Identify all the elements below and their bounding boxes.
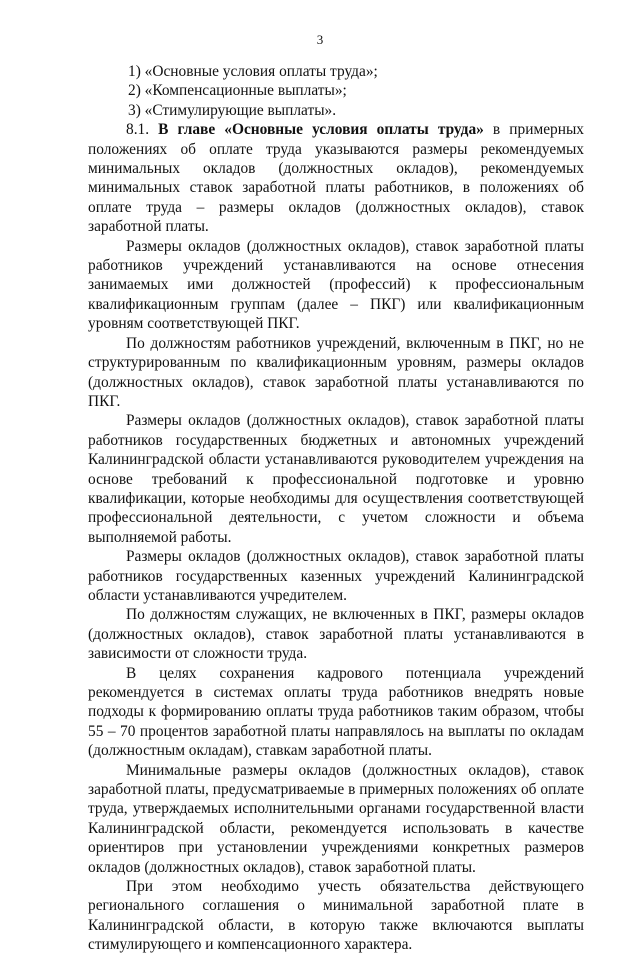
document-body [88,62,584,955]
paragraph: В целях сохранения кадрового потенциала учреждений рекомендуется в системах оплаты труда работников внедрять новые подходы к формированию оплаты труда работников таким образом, чтобы 55 – 70 процентов заработной платы направлялось на выплаты по окладам (должностным окладам), ставкам заработной платы. [88,664,584,760]
paragraph-8-1 [88,120,584,236]
paragraph: При этом необходимо учесть обязательства действующего регионального соглашения о минимальной заработной плате в Калининградской области, в которую также включаются выплаты стимулирующего и компенсационного характера. [88,878,584,954]
paragraph: Минимальные размеры окладов (должностных окладов), ставок заработной платы, предусматриваемые в примерных положениях об оплате труда, утверждаемых исполнительными органами государственной власти Калининградской области, рекомендуется использовать в качестве ориентиров при установлении учреждениями конкретных размеров окладов (должностных окладов), ставок заработной платы. [88,761,584,876]
page-number: 3 [316,32,324,47]
paragraph: По должностям служащих, не включенных в ПКГ, размеры окладов (должностных окладов), ставок заработной платы устанавливаются в зависимости от сложности труда. [88,606,584,663]
clause-number: 8.1. [126,121,159,139]
list-item: 1) «Основные условия оплаты труда»; [128,63,378,80]
list-item: 3) «Стимулирующие выплаты». [128,101,337,119]
list-item: 2) «Компенсационные выплаты»; [128,82,347,100]
paragraph: Размеры окладов (должностных окладов), ставок заработной платы работников учреждений устанавливаются на основе отнесения занимаемых ими должностей (профессий) к профессиональным квалификационным группам (далее – ПКГ) или квалификационным уровням соответствующей ПКГ. [88,237,584,333]
paragraph: Размеры окладов (должностных окладов), ставок заработной платы работников государственных бюджетных и автономных учреждений Калининградской области устанавливаются руководителем учреждения на основе требований к профессиональной подготовке и уровню квалификации, которые необходимы для осуществления соответствующей профессиональной деятельности, с учетом сложности и объема выполняемой работы. [88,412,584,546]
chapter-reference: В главе «Основные условия оплаты труда» [158,121,484,139]
paragraph-text: в примерных положениях об оплате труда указываются размеры рекомендуемых минимальных окладов (должностных окладов), рекомендуемых минимальных ставок заработной платы работников, в положениях об оплате труда – размеры окладов (должностных окладов), ставок заработной платы. [88,121,584,236]
paragraph: Размеры окладов (должностных окладов), ставок заработной платы работников государственных казенных учреждений Калининградской области устанавливаются учредителем. [88,548,584,604]
paragraph: По должностям работников учреждений, включенным в ПКГ, но не структурированным по квалификационным уровням, размеры окладов (должностных окладов), ставок заработной платы устанавливаются по ПКГ. [88,334,584,410]
